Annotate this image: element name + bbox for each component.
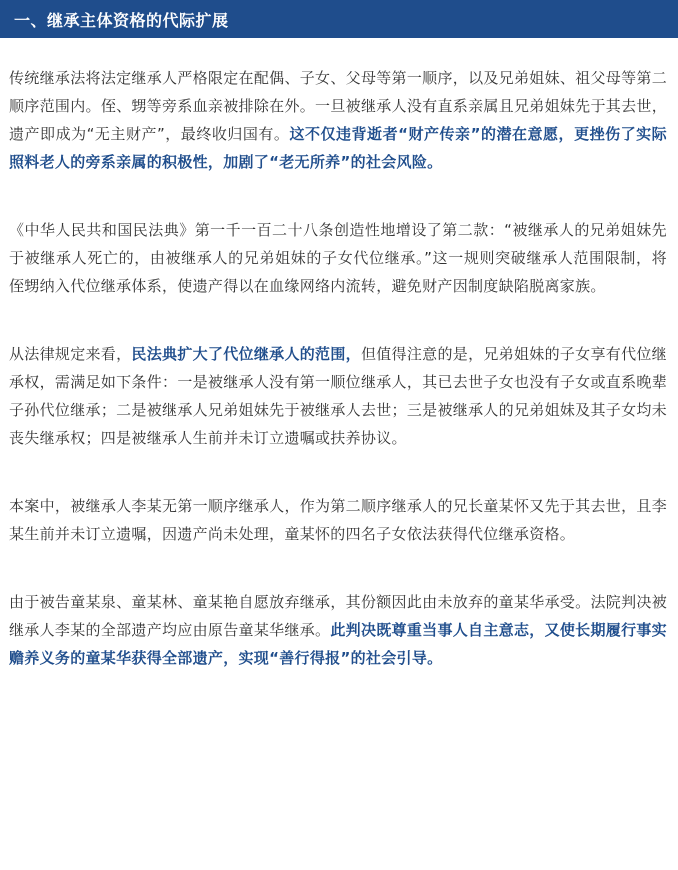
article-body <box>9 64 667 672</box>
paragraph-2 <box>9 216 667 300</box>
section-header-bar <box>0 0 678 38</box>
paragraph-text: 从法律规定来看， <box>9 345 132 363</box>
paragraph-1 <box>9 64 667 176</box>
paragraph-text: 本案中，被继承人李某无第一顺序继承人，作为第二顺序继承人的兄长童某怀又先于其去世，且李某生前并未订立遗嘱，因遗产尚未处理，童某怀的四名子女依法获得代位继承资格。 <box>9 497 667 543</box>
paragraph-text: 由于被告童某泉、童某林、童某艳自愿放弃继承，其份额因此由未放弃的童某华承受。法院判决被继承人李某的全部遗产均应由原告童某华继承。 <box>9 593 667 639</box>
paragraph-text: 《中华人民共和国民法典》第一千一百二十八条创造性地增设了第二款：“被继承人的兄弟姐妹先于被继承人死亡的，由被继承人的兄弟姐妹的子女代位继承。”这一规则突破继承人范围限制，将侄甥纳入代位继承体系，使遗产得以在血缘网络内流转，避免财产因制度缺陷脱离家族。 <box>9 221 667 295</box>
highlighted-text: 民法典扩大了代位继承人的范围， <box>131 345 361 363</box>
paragraph-4 <box>9 492 667 548</box>
paragraph-3 <box>9 340 667 452</box>
highlighted-text: 这不仅违背逝者“财产传亲”的潜在意愿，更挫伤了实际照料老人的旁系亲属的积极性，加剧了“老无所养”的社会风险。 <box>9 125 667 171</box>
section-title: 一、继承主体资格的代际扩展 <box>14 10 229 30</box>
paragraph-text: 传统继承法将法定继承人严格限定在配偶、子女、父母等第一顺序，以及兄弟姐妹、祖父母等第二顺序范围内。侄、甥等旁系血亲被排除在外。一旦被继承人没有直系亲属且兄弟姐妹先于其去世，遗产即成为“无主财产”，最终收归国有。 <box>9 69 667 143</box>
paragraph-text: 但值得注意的是，兄弟姐妹的子女享有代位继承权，需满足如下条件：一是被继承人没有第一顺位继承人，其已去世子女也没有子女或直系晚辈子孙代位继承；二是被继承人兄弟姐妹先于被继承人去世；三是被继承人的兄弟姐妹及其子女均未丧失继承权；四是被继承人生前并未订立遗嘱或扶养协议。 <box>9 345 667 447</box>
highlighted-text: 此判决既尊重当事人自主意志，又使长期履行事实赡养义务的童某华获得全部遗产，实现“善行得报”的社会引导。 <box>9 621 667 667</box>
paragraph-5 <box>9 588 667 672</box>
